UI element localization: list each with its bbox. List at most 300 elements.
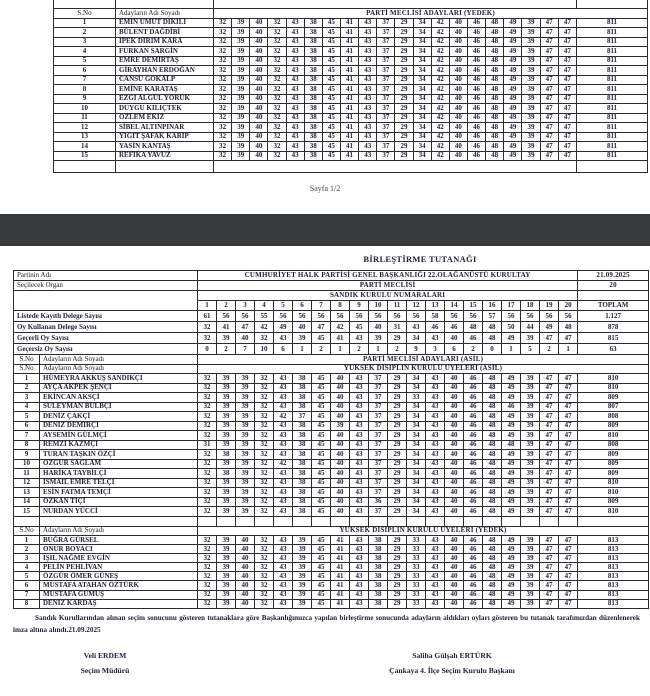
vote-cell: 41 <box>331 590 350 599</box>
vote-cell: 43 <box>426 421 445 431</box>
vote-cell: 43 <box>350 590 369 599</box>
summary-value-cell: 42 <box>331 322 350 333</box>
vote-cell: 43 <box>426 402 445 412</box>
vote-cell: 34 <box>407 478 426 488</box>
vote-cell: 48 <box>486 56 504 66</box>
vote-cell: 39 <box>522 142 540 152</box>
vote-cell: 49 <box>504 28 522 38</box>
vote-cell: 32 <box>198 431 217 441</box>
candidate-row <box>54 113 648 123</box>
vote-cell: 46 <box>464 478 483 488</box>
page1-candidates-table <box>53 0 648 173</box>
vote-cell: 46 <box>464 599 483 608</box>
summary-value-cell: 50 <box>502 322 521 333</box>
organ-info-row <box>14 281 649 291</box>
vote-cell: 39 <box>217 590 236 599</box>
vote-cell: 46 <box>502 402 521 412</box>
vote-cell: 47 <box>559 599 578 608</box>
row-total: 811 <box>577 132 648 142</box>
vote-cell: 47 <box>559 507 578 517</box>
vote-cell: 39 <box>217 488 236 498</box>
summary-value-cell: 47 <box>540 333 559 344</box>
vote-cell: 29 <box>388 599 407 608</box>
candidate-row <box>54 132 648 142</box>
row-total: 809 <box>578 421 649 431</box>
vote-cell: 40 <box>250 113 268 123</box>
summary-value-cell: 46 <box>426 322 445 333</box>
document-date: 21.09.2025 <box>578 271 649 281</box>
vote-cell: 46 <box>464 402 483 412</box>
vote-cell: 40 <box>331 393 350 403</box>
vote-cell: 29 <box>388 590 407 599</box>
vote-cell: 39 <box>217 459 236 469</box>
vote-cell: 45 <box>312 488 331 498</box>
sno-column-header: S.No <box>14 355 40 365</box>
vote-cell: 47 <box>558 66 576 76</box>
row-total: 811 <box>577 37 648 47</box>
candidate-name: IŞIL NAĞME EVGİN <box>40 554 198 563</box>
sno-column-header: S.No <box>54 8 116 18</box>
vote-cell: 46 <box>464 572 483 581</box>
candidate-name: MUSTAFA GÜMÜŞ <box>40 590 198 599</box>
vote-cell: 39 <box>232 28 250 38</box>
vote-cell: 32 <box>214 123 232 133</box>
vote-cell: 40 <box>445 563 464 572</box>
summary-value-cell: 56 <box>331 311 350 322</box>
row-total: 811 <box>577 94 648 104</box>
vote-cell: 29 <box>388 488 407 498</box>
vote-cell: 48 <box>483 497 502 507</box>
name-column-header: Adayların Adı Soyadı <box>40 355 198 365</box>
summary-value-cell: 56 <box>293 311 312 322</box>
vote-cell: 32 <box>268 66 286 76</box>
vote-cell: 29 <box>388 581 407 590</box>
vote-cell: 45 <box>312 581 331 590</box>
vote-cell: 39 <box>217 431 236 441</box>
vote-cell: 43 <box>426 563 445 572</box>
vote-cell: 48 <box>483 421 502 431</box>
vote-cell: 37 <box>377 66 395 76</box>
vote-cell: 37 <box>369 383 388 393</box>
vote-cell: 43 <box>359 75 377 85</box>
vote-cell: 39 <box>331 421 350 431</box>
vote-cell: 43 <box>359 151 377 161</box>
vote-cell: 32 <box>255 563 274 572</box>
vote-cell: 32 <box>255 393 274 403</box>
summary-value-cell: 46 <box>464 333 483 344</box>
vote-cell: 47 <box>540 56 558 66</box>
vote-cell: 29 <box>388 440 407 450</box>
summary-total: 63 <box>578 344 649 355</box>
vote-cell: 43 <box>350 497 369 507</box>
vote-cell: 47 <box>558 28 576 38</box>
vote-cell: 46 <box>467 142 485 152</box>
vote-cell: 49 <box>502 459 521 469</box>
vote-cell: 37 <box>293 412 312 422</box>
vote-cell: 47 <box>558 151 576 161</box>
vote-cell: 47 <box>540 132 558 142</box>
vote-cell: 41 <box>331 599 350 608</box>
vote-cell: 34 <box>413 142 431 152</box>
row-total: 811 <box>577 18 648 28</box>
summary-value-cell: 56 <box>407 311 426 322</box>
vote-cell: 47 <box>540 104 558 114</box>
vote-cell: 32 <box>255 459 274 469</box>
summary-value-cell: 39 <box>217 333 236 344</box>
vote-cell: 45 <box>322 132 340 142</box>
candidate-row <box>14 581 649 590</box>
empty-cell <box>14 291 198 311</box>
candidate-row <box>14 431 649 441</box>
row-number: 9 <box>14 450 40 460</box>
vote-cell: 37 <box>377 56 395 66</box>
vote-cell: 43 <box>426 440 445 450</box>
vote-cell: 47 <box>540 37 558 47</box>
empty-cell <box>236 516 255 526</box>
vote-cell: 41 <box>340 18 358 28</box>
vote-cell: 43 <box>350 507 369 517</box>
vote-cell: 47 <box>559 590 578 599</box>
candidate-row <box>14 478 649 488</box>
vote-cell: 32 <box>255 545 274 554</box>
vote-cell: 33 <box>407 545 426 554</box>
vote-cell: 46 <box>467 66 485 76</box>
vote-cell: 43 <box>274 563 293 572</box>
row-total: 813 <box>578 590 649 599</box>
vote-cell: 32 <box>214 142 232 152</box>
row-total: 810 <box>578 488 649 498</box>
vote-cell: 43 <box>426 554 445 563</box>
vote-cell: 32 <box>268 94 286 104</box>
vote-cell: 32 <box>255 450 274 460</box>
vote-cell: 40 <box>331 497 350 507</box>
candidate-name: ONUR BOYACI <box>40 545 198 554</box>
vote-cell: 34 <box>407 497 426 507</box>
vote-cell: 49 <box>502 431 521 441</box>
vote-cell: 46 <box>467 28 485 38</box>
vote-cell: 39 <box>521 563 540 572</box>
vote-cell: 33 <box>407 590 426 599</box>
vote-cell: 43 <box>426 572 445 581</box>
vote-cell: 45 <box>322 37 340 47</box>
vote-cell: 43 <box>286 37 304 47</box>
vote-cell: 29 <box>388 554 407 563</box>
vote-cell: 43 <box>426 459 445 469</box>
row-number: 1 <box>14 374 40 384</box>
vote-cell: 40 <box>331 383 350 393</box>
vote-cell: 45 <box>312 383 331 393</box>
vote-cell: 46 <box>464 412 483 422</box>
vote-cell: 47 <box>559 572 578 581</box>
vote-cell: 49 <box>502 554 521 563</box>
summary-value-cell: 56 <box>236 311 255 322</box>
vote-cell: 39 <box>217 478 236 488</box>
vote-cell: 40 <box>250 56 268 66</box>
vote-cell: 42 <box>431 37 449 47</box>
summary-value-cell: 43 <box>426 333 445 344</box>
vote-cell: 40 <box>236 590 255 599</box>
closing-statement: Sandık Kurullarından alınan seçim sonucunu gösteren tutanaklara göre Başkanlığımızca yapılan birleştirme sonucunda adayların aldıkları oyları gösteren bu tutanak tarafımızdan düzenlenerek imza altına alındı.21.09.2025 <box>13 614 640 634</box>
vote-cell: 46 <box>464 581 483 590</box>
candidate-row <box>14 507 649 517</box>
vote-cell: 40 <box>445 599 464 608</box>
vote-cell: 42 <box>274 459 293 469</box>
vote-cell: 38 <box>304 142 322 152</box>
vote-cell: 43 <box>359 56 377 66</box>
vote-cell: 34 <box>413 113 431 123</box>
empty-cell <box>214 0 577 8</box>
signer-title: Çankaya 4. İlçe Seçim Kurulu Başkanı <box>389 666 515 675</box>
vote-cell: 29 <box>388 431 407 441</box>
sno-column-header: S.No <box>14 364 40 374</box>
summary-value-cell: 40 <box>293 322 312 333</box>
vote-cell: 43 <box>350 536 369 545</box>
row-total: 809 <box>578 450 649 460</box>
empty-cell <box>14 516 40 526</box>
candidate-name: NURDAN YÜCCİ <box>40 507 198 517</box>
vote-cell: 43 <box>286 47 304 57</box>
vote-cell: 40 <box>445 450 464 460</box>
vote-cell: 39 <box>522 56 540 66</box>
vote-cell: 47 <box>559 563 578 572</box>
asil-header-row-1 <box>14 355 649 365</box>
summary-value-cell: 29 <box>388 333 407 344</box>
vote-cell: 39 <box>232 18 250 28</box>
vote-cell: 46 <box>464 440 483 450</box>
row-total: 807 <box>578 402 649 412</box>
summary-value-cell: 1 <box>559 344 578 355</box>
vote-cell: 37 <box>377 37 395 47</box>
vote-cell: 43 <box>274 421 293 431</box>
vote-cell: 43 <box>350 412 369 422</box>
vote-cell: 38 <box>304 85 322 95</box>
summary-value-cell: 41 <box>217 322 236 333</box>
vote-cell: 32 <box>198 402 217 412</box>
candidate-row <box>14 545 649 554</box>
vote-cell: 43 <box>359 123 377 133</box>
vote-cell: 41 <box>340 94 358 104</box>
summary-value-cell: 56 <box>540 311 559 322</box>
vote-cell: 38 <box>293 450 312 460</box>
vote-cell: 32 <box>198 488 217 498</box>
vote-cell: 45 <box>312 393 331 403</box>
vote-cell: 38 <box>293 402 312 412</box>
page-2 <box>0 246 650 696</box>
vote-cell: 38 <box>293 459 312 469</box>
vote-cell: 40 <box>331 488 350 498</box>
candidate-row <box>14 374 649 384</box>
vote-cell: 49 <box>502 581 521 590</box>
vote-cell: 38 <box>304 75 322 85</box>
vote-cell: 40 <box>449 104 467 114</box>
vote-cell: 42 <box>431 28 449 38</box>
row-total: 813 <box>578 554 649 563</box>
vote-cell: 43 <box>350 383 369 393</box>
vote-cell: 48 <box>486 47 504 57</box>
vote-cell: 39 <box>522 85 540 95</box>
row-total: 811 <box>577 28 648 38</box>
summary-value-cell: 10 <box>255 344 274 355</box>
summary-value-cell: 32 <box>198 322 217 333</box>
vote-cell: 37 <box>369 450 388 460</box>
summary-value-cell: 34 <box>407 333 426 344</box>
vote-cell: 39 <box>236 383 255 393</box>
vote-cell: 32 <box>255 536 274 545</box>
vote-cell: 32 <box>214 75 232 85</box>
row-number: 2 <box>54 28 116 38</box>
vote-cell: 40 <box>236 563 255 572</box>
vote-cell: 43 <box>350 374 369 384</box>
vote-cell: 29 <box>395 18 413 28</box>
vote-cell: 40 <box>331 450 350 460</box>
vote-cell: 40 <box>331 412 350 422</box>
vote-cell: 43 <box>274 402 293 412</box>
candidate-row <box>14 590 649 599</box>
vote-cell: 39 <box>521 599 540 608</box>
vote-cell: 48 <box>483 581 502 590</box>
vote-cell: 43 <box>426 469 445 479</box>
vote-cell: 49 <box>504 75 522 85</box>
vote-cell: 34 <box>407 469 426 479</box>
vote-cell: 48 <box>483 488 502 498</box>
vote-cell: 45 <box>322 113 340 123</box>
summary-value-cell: 2 <box>350 344 369 355</box>
candidate-name: ÖZGÜR ÖMER GÜNEŞ <box>40 572 198 581</box>
signer-name: Saliha Gülşah ERTÜRK <box>412 651 492 660</box>
vote-cell: 32 <box>268 123 286 133</box>
candidate-row <box>54 18 648 28</box>
row-number: 7 <box>14 431 40 441</box>
row-total: 811 <box>577 151 648 161</box>
vote-cell: 47 <box>559 431 578 441</box>
vote-cell: 48 <box>486 104 504 114</box>
vote-cell: 39 <box>521 469 540 479</box>
summary-total: 1.127 <box>578 311 649 322</box>
vote-cell: 48 <box>486 28 504 38</box>
summary-value-cell: 56 <box>369 311 388 322</box>
summary-value-cell: 58 <box>426 311 445 322</box>
vote-cell: 39 <box>522 94 540 104</box>
vote-cell: 39 <box>236 374 255 384</box>
vote-cell: 45 <box>322 94 340 104</box>
vote-cell: 34 <box>407 421 426 431</box>
vote-cell: 45 <box>322 104 340 114</box>
vote-cell: 48 <box>483 440 502 450</box>
row-number: 1 <box>14 536 40 545</box>
row-number: 4 <box>14 402 40 412</box>
vote-cell: 45 <box>322 18 340 28</box>
party-name-label: Partinin Adı <box>14 271 198 281</box>
vote-cell: 45 <box>312 478 331 488</box>
vote-cell: 47 <box>559 497 578 507</box>
vote-cell: 37 <box>377 75 395 85</box>
candidate-row <box>14 459 649 469</box>
candidate-row <box>14 393 649 403</box>
summary-value-cell: 61 <box>198 311 217 322</box>
signer-title: Seçim Müdürü <box>80 666 130 675</box>
summary-total: 815 <box>578 333 649 344</box>
vote-cell: 47 <box>540 507 559 517</box>
row-total: 808 <box>578 440 649 450</box>
vote-cell: 49 <box>502 488 521 498</box>
vote-cell: 38 <box>369 563 388 572</box>
vote-cell: 45 <box>322 47 340 57</box>
vote-cell: 32 <box>198 563 217 572</box>
vote-cell: 48 <box>486 18 504 28</box>
row-number: 9 <box>54 94 116 104</box>
row-total: 811 <box>577 142 648 152</box>
summary-value-cell: 41 <box>331 333 350 344</box>
candidate-name: GİRAYHAN ERDOĞAN <box>116 66 214 76</box>
vote-cell: 39 <box>522 75 540 85</box>
vote-cell: 39 <box>521 440 540 450</box>
vote-cell: 47 <box>558 123 576 133</box>
vote-cell: 41 <box>340 132 358 142</box>
vote-cell: 43 <box>274 554 293 563</box>
vote-cell: 38 <box>369 599 388 608</box>
vote-cell: 43 <box>350 431 369 441</box>
vote-cell: 43 <box>286 18 304 28</box>
vote-cell: 40 <box>250 85 268 95</box>
vote-cell: 40 <box>449 28 467 38</box>
row-number: 3 <box>14 554 40 563</box>
vote-cell: 39 <box>521 497 540 507</box>
vote-cell: 34 <box>413 66 431 76</box>
vote-cell: 42 <box>431 113 449 123</box>
vote-cell: 32 <box>198 393 217 403</box>
row-total: 810 <box>578 478 649 488</box>
vote-cell: 39 <box>522 151 540 161</box>
vote-cell: 39 <box>522 132 540 142</box>
vote-cell: 32 <box>255 374 274 384</box>
vote-cell: 48 <box>502 440 521 450</box>
vote-cell: 37 <box>377 47 395 57</box>
vote-cell: 47 <box>540 563 559 572</box>
vote-cell: 29 <box>388 536 407 545</box>
vote-cell: 43 <box>350 440 369 450</box>
candidate-name: YASİN KANTAŞ <box>116 142 214 152</box>
vote-cell: 40 <box>449 66 467 76</box>
vote-cell: 39 <box>522 47 540 57</box>
row-number: 1 <box>54 18 116 28</box>
vote-cell: 41 <box>340 123 358 133</box>
vote-cell: 45 <box>312 412 331 422</box>
empty-cell <box>426 516 445 526</box>
vote-cell: 43 <box>274 393 293 403</box>
vote-cell: 48 <box>483 545 502 554</box>
vote-cell: 40 <box>236 572 255 581</box>
vote-cell: 41 <box>340 75 358 85</box>
vote-cell: 46 <box>464 459 483 469</box>
vote-cell: 38 <box>304 28 322 38</box>
summary-value-cell: 56 <box>464 311 483 322</box>
vote-cell: 43 <box>274 507 293 517</box>
row-number: 6 <box>14 421 40 431</box>
row-total: 811 <box>577 113 648 123</box>
vote-cell: 32 <box>268 142 286 152</box>
candidate-name: HÜMEYRA AKKUŞ SANDIKÇI <box>40 374 198 384</box>
vote-cell: 29 <box>395 85 413 95</box>
vote-cell: 43 <box>359 142 377 152</box>
vote-cell: 45 <box>312 563 331 572</box>
summary-value-cell: 45 <box>312 333 331 344</box>
vote-cell: 47 <box>540 431 559 441</box>
vote-cell: 40 <box>445 459 464 469</box>
vote-cell: 39 <box>293 590 312 599</box>
vote-cell: 43 <box>274 581 293 590</box>
vote-cell: 47 <box>558 104 576 114</box>
vote-cell: 45 <box>312 459 331 469</box>
